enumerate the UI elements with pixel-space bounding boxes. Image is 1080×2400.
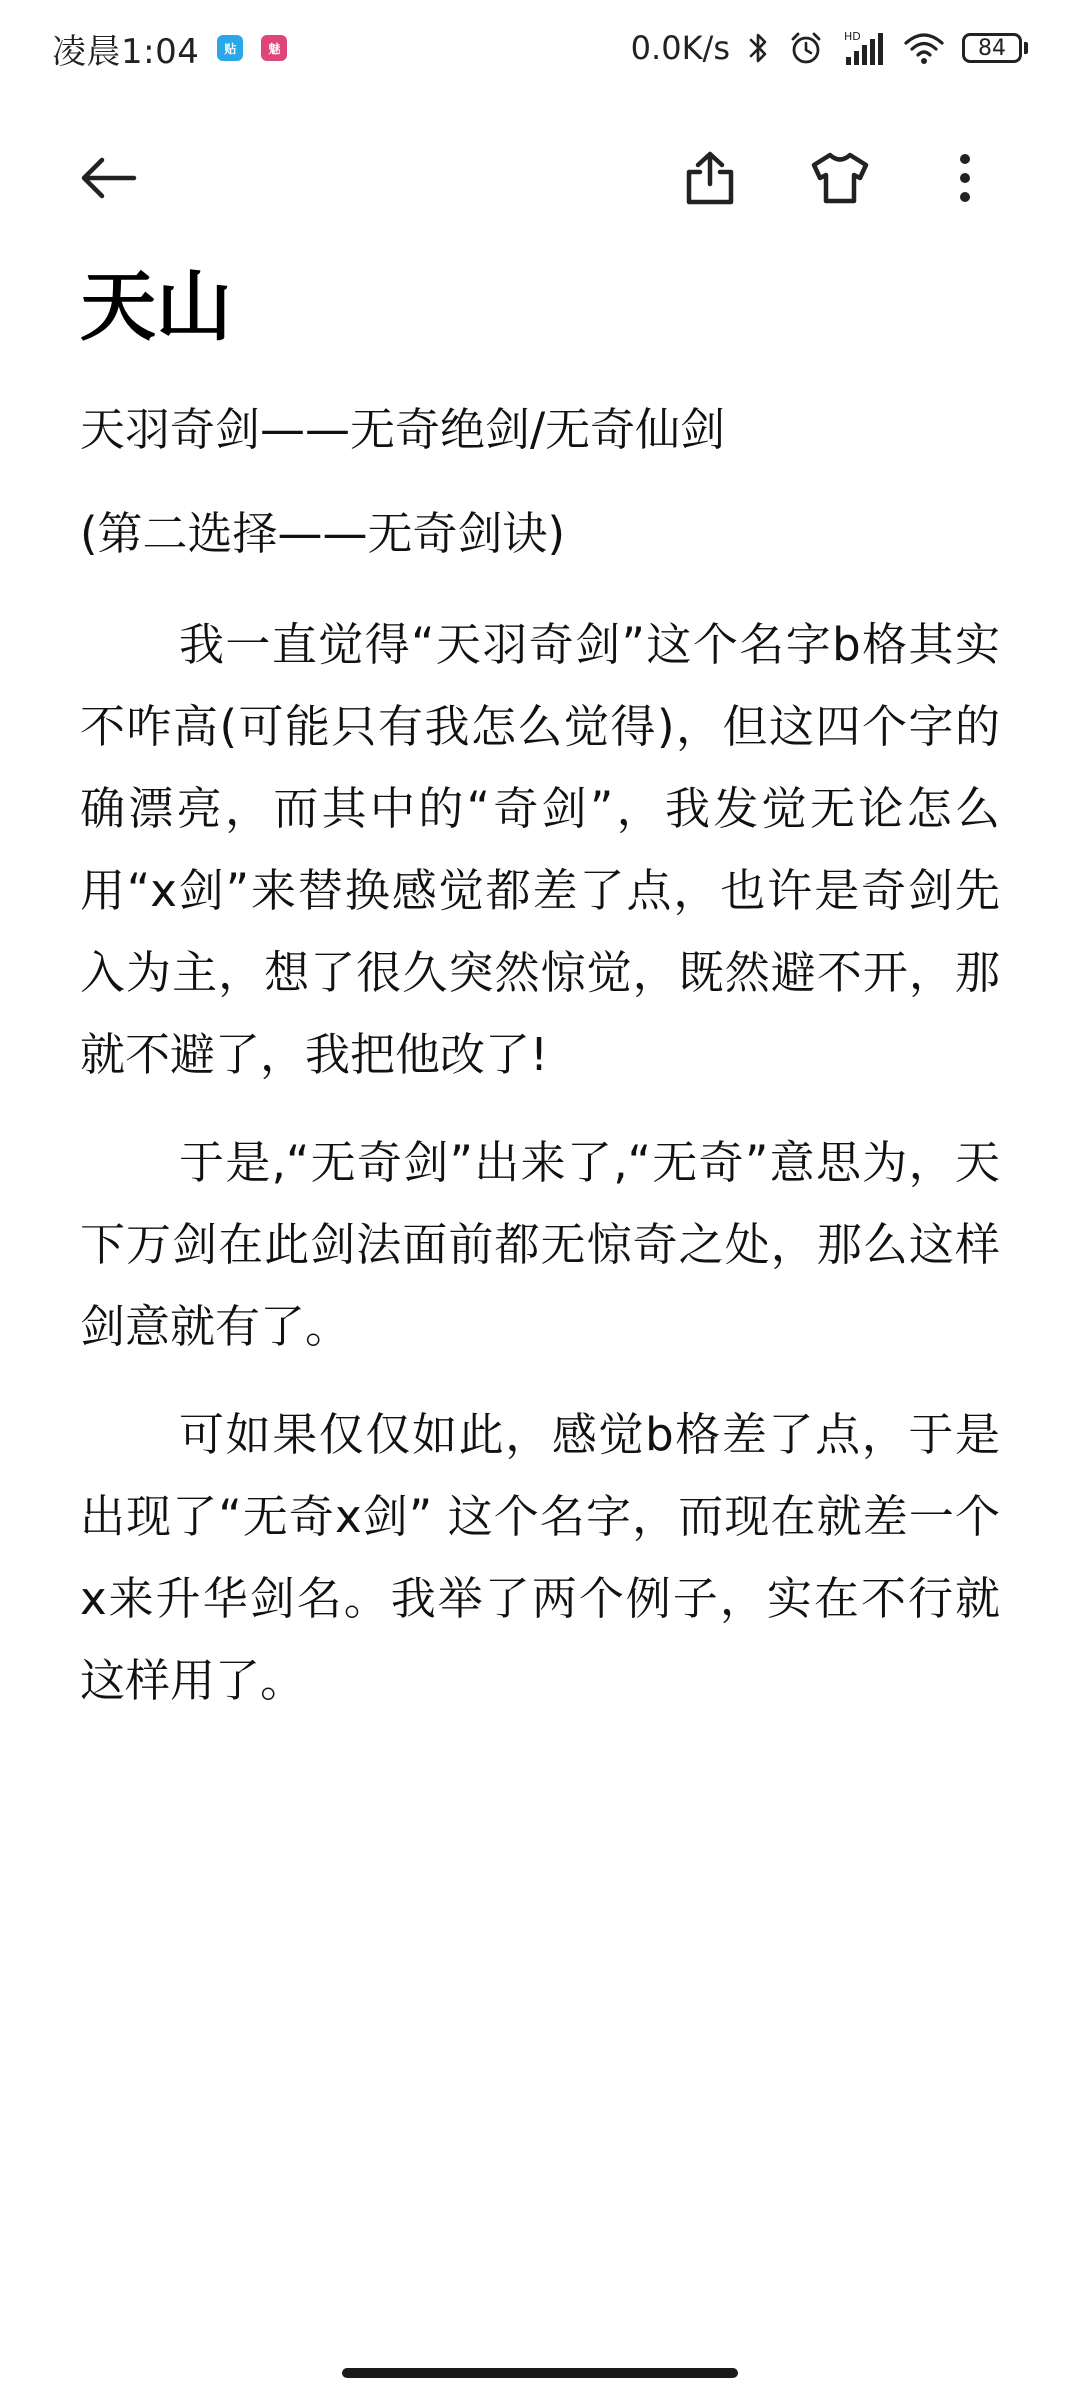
battery-level: 84 (962, 33, 1022, 63)
share-button[interactable] (660, 130, 760, 230)
status-left (52, 24, 287, 73)
note-title[interactable]: 天山 (80, 262, 232, 351)
theme-button[interactable] (790, 130, 890, 230)
more-options-button[interactable] (915, 130, 1015, 230)
top-toolbar (0, 130, 1080, 230)
alarm-clock-icon (788, 28, 824, 68)
status-bar (0, 0, 1080, 96)
notification-app-icon: 贴 (217, 35, 243, 61)
hd-label: HD (844, 30, 861, 43)
battery-tip (1024, 42, 1028, 54)
home-indicator[interactable] (342, 2368, 738, 2378)
note-paragraph[interactable]: 我一直觉得“天羽奇剑”这个名字b格其实不咋高(可能只有我怎么觉得)，但这四个字的确漂亮，而其中的“奇剑”，我发觉无论怎么用“x剑”来替换感觉都差了点，也许是奇剑先入为主，想了很久突然惊觉，既然避不开，那就不避了，我把他改了! (80, 618, 1000, 1081)
note-paragraph[interactable]: 于是,“无奇剑”出来了,“无奇”意思为，天下万剑在此剑法面前都无惊奇之处，那么这样剑意就有了。 (80, 1136, 1000, 1353)
network-speed: 0.0K/s (630, 29, 730, 67)
status-time: 凌晨1:04 (52, 31, 200, 72)
status-right (631, 28, 1028, 68)
more-vertical-icon (957, 152, 973, 208)
cellular-signal-icon (842, 28, 886, 68)
theme-shirt-icon (810, 151, 870, 209)
note-content[interactable] (80, 262, 1000, 1748)
note-line[interactable]: 天羽奇剑——无奇绝剑/无奇仙剑 (80, 403, 726, 456)
wifi-icon (904, 28, 944, 68)
note-line[interactable]: (第二选择——无奇剑诀) (80, 507, 566, 560)
share-icon (684, 150, 736, 210)
back-button[interactable] (58, 130, 158, 230)
battery-icon (962, 33, 1028, 63)
bluetooth-icon (748, 28, 770, 68)
notification-app-icon: 魅 (261, 35, 287, 61)
back-arrow-icon (78, 156, 138, 204)
note-paragraph[interactable]: 可如果仅仅如此，感觉b格差了点，于是出现了“无奇x剑” 这个名字，而现在就差一个x来升华剑名。我举了两个例子，实在不行就这样用了。 (80, 1408, 1000, 1707)
